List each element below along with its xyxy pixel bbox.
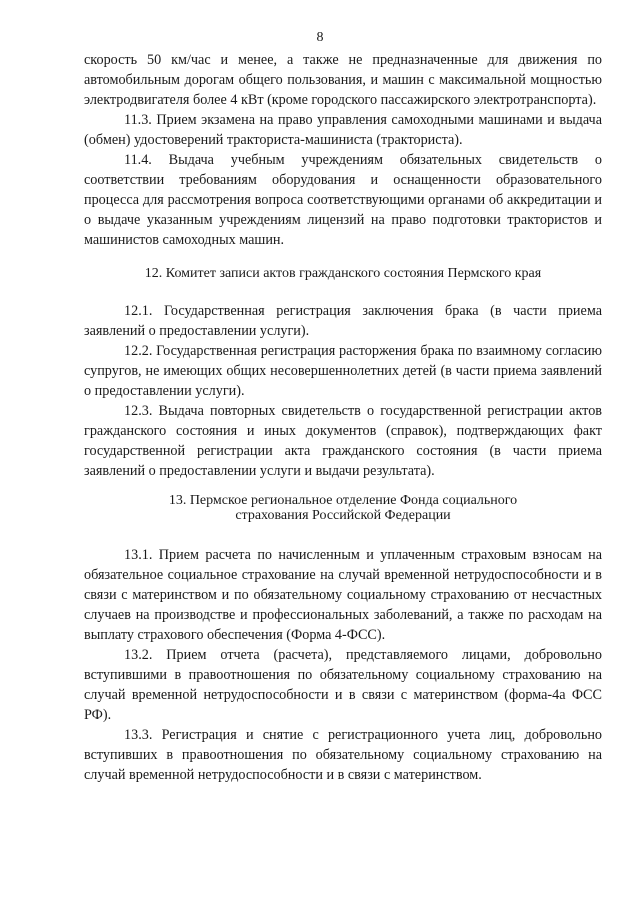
item-13-1: 13.1. Прием расчета по начисленным и уплаченным страховым взносам на обязательное социальное страхование на случай временной нетрудоспособности и в связи с материнством и по обязательному социальному страхованию от несчастных случаев на производстве и профессиональных заболеваний, а также по расходам на выплату страхового обеспечения (Форма 4-ФСС). <box>84 547 602 643</box>
item-12-1: 12.1. Государственная регистрация заключения брака (в части приема заявлений о предоставлении услуги). <box>84 303 602 339</box>
item-13-3: 13.3. Регистрация и снятие с регистрационного учета лиц, добровольно вступивших в правоотношения по обязательному социальному страхованию на случай временной нетрудоспособности и в связи с материнством. <box>84 727 602 783</box>
item-12-2: 12.2. Государственная регистрация расторжения брака по взаимному согласию супругов, не имеющих общих несовершеннолетних детей (в части приема заявлений о предоставлении услуги). <box>84 343 602 399</box>
section-12-heading: 12. Комитет записи актов гражданского состояния Пермского края <box>144 266 542 281</box>
document-body <box>84 50 602 785</box>
section-13-heading-line-1: 13. Пермское региональное отделение Фонда социального <box>168 493 518 508</box>
section-13-heading <box>84 493 602 523</box>
item-12-3: 12.3. Выдача повторных свидетельств о государственной регистрации актов гражданского состояния и иных документов (справок), подтверждающих факт государственной регистрации акта гражданского состояния (в части приема заявлений о предоставлении услуги и выдачи результата). <box>84 403 602 479</box>
item-11-4: 11.4. Выдача учебным учреждениям обязательных свидетельств о соответствии требованиям оборудования и оснащенности образовательного процесса для рассмотрения вопроса соответствующими органами об аккредитации и о выдаче указанным учреждениям лицензий на право подготовки трактористов и машинистов самоходных машин. <box>84 152 602 248</box>
intro-continuation-paragraph: скорость 50 км/час и менее, а также не предназначенные для движения по автомобильным дорогам общего пользования, и машин с максимальной мощностью электродвигателя более 4 кВт (кроме городского пассажирского электротранспорта). <box>84 52 602 108</box>
page-number: 8 <box>316 30 324 45</box>
item-13-2: 13.2. Прием отчета (расчета), представляемого лицами, добровольно вступившими в правоотношения по обязательному социальному страхованию на случай временной нетрудоспособности и в связи с материнством (форма-4а ФСС РФ). <box>84 647 602 723</box>
section-13-heading-line-2: страхования Российской Федерации <box>235 508 451 523</box>
item-11-3: 11.3. Прием экзамена на право управления самоходными машинами и выдача (обмен) удостоверений тракториста-машиниста (тракториста). <box>84 112 602 148</box>
